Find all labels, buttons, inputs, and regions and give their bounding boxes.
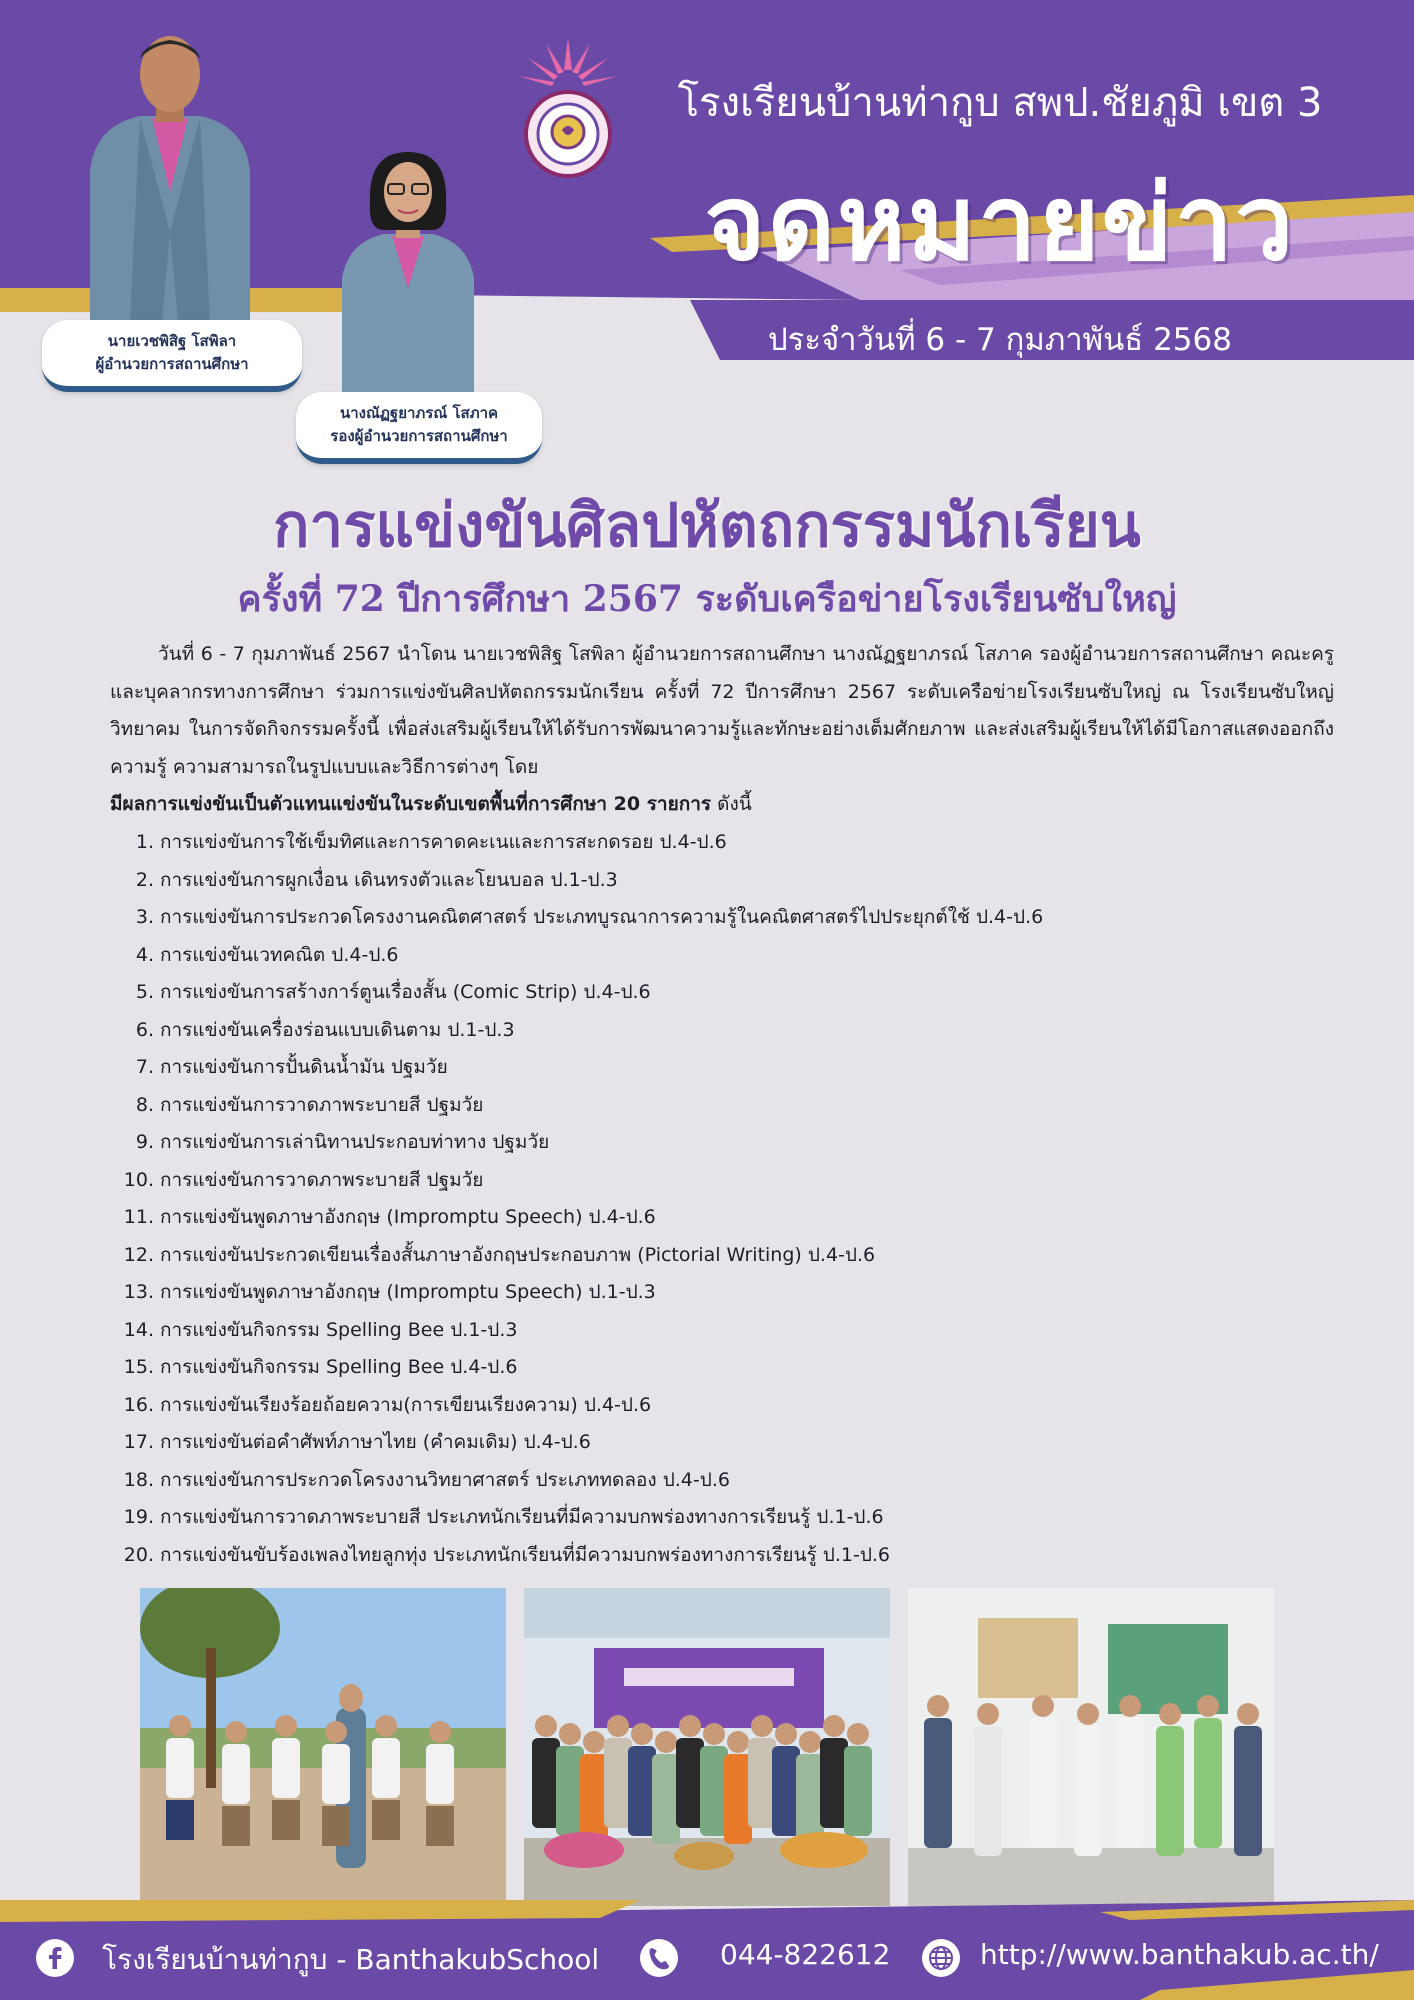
result-text: การแข่งขันต่อคำศัพท์ภาษาไทย (คำคมเดิม) ป.4-ป.6	[160, 1431, 591, 1453]
result-item	[110, 1349, 1334, 1387]
phone-number[interactable]: 044-822612	[720, 1938, 891, 1971]
article-subheadline: ครั้งที่ 72 ปีการศึกษา 2567 ระดับเครือข่ายโรงเรียนซับใหญ่	[237, 578, 1177, 620]
result-number: 3.	[135, 906, 154, 928]
result-text: การแข่งขันการสร้างการ์ตูนเรื่องสั้น (Comic Strip) ป.4-ป.6	[160, 981, 651, 1003]
results-highlight: มีผลการแข่งขันเป็นตัวแทนแข่งขันในระดับเขตพื้นที่การศึกษา 20 รายการ	[110, 793, 712, 815]
deputy-name: นางณัฏฐยาภรณ์ โสภาค	[339, 404, 499, 422]
result-text: การแข่งขันการวาดภาพระบายสี ปฐมวัย	[160, 1093, 484, 1116]
newsletter-title: จดหมายข่าว	[704, 161, 1296, 284]
result-number: 10.	[123, 1168, 154, 1191]
phone-icon[interactable]	[640, 1939, 678, 1977]
result-number: 20.	[123, 1543, 154, 1566]
result-number: 19.	[123, 1506, 154, 1528]
result-item	[110, 1499, 1334, 1537]
result-text: การแข่งขันประกวดเขียนเรื่องสั้นภาษาอังกฤษประกอบภาพ (Pictorial Writing) ป.4-ป.6	[160, 1243, 876, 1266]
result-item	[110, 937, 1334, 975]
result-text: การแข่งขันการประกวดโครงงานคณิตศาสตร์ ประเภทบูรณาการความรู้ในคณิตศาสตร์ไปประยุกต์ใช้ ป.4-ป.6	[160, 906, 1044, 928]
school-name: โรงเรียนบ้านท่ากูบ สพป.ชัยภูมิ เขต 3	[677, 80, 1323, 126]
result-item	[110, 1124, 1334, 1162]
result-number: 15.	[123, 1356, 154, 1378]
result-item	[110, 1537, 1334, 1575]
director-name-tag	[42, 320, 302, 392]
intro-text: วันที่ 6 - 7 กุมภาพันธ์ 2567 นำโดน นายเวชพิสิฐ โสพิลา ผู้อำนวยการสถานศึกษา นางณัฏฐยาภรณ์ โสภาค รองผู้อำนวยการสถานศึกษา คณะครูและบุคลากรทางการศึกษา ร่วมการแข่งขันศิลปหัตถกรรมนักเรียน ครั้งที่ 72 ปีการศึกษา 2567 ระดับเครือข่ายโรงเรียนซับใหญ่ ณ โรงเรียนซับใหญ่วิทยาคม ในการจัดกิจกรรมครั้งนี้ เพื่อส่งเสริมผู้เรียนให้ได้รับการพัฒนาความรู้และทักษะอย่างเต็มศักยภาพ และส่งเสริมผู้เรียนให้ได้มีโอกาสแสดงออกถึงความรู้ ความสามารถในรูปแบบและวิธีการต่างๆ โดย	[110, 643, 1334, 778]
result-text: การแข่งขันการเล่านิทานประกอบท่าทาง ปฐมวัย	[160, 1131, 550, 1153]
photo-scouts	[140, 1588, 506, 1906]
issue-date: ประจำวันที่ 6 - 7 กุมภาพันธ์ 2568	[768, 322, 1232, 358]
website-link[interactable]: http://www.banthakub.ac.th/	[980, 1938, 1379, 1971]
deputy-role: รองผู้อำนวยการสถานศึกษา	[330, 427, 508, 445]
result-number: 1.	[135, 831, 154, 853]
result-item	[110, 1237, 1334, 1275]
result-text: การแข่งขันเครื่องร่อนแบบเดินตาม ป.1-ป.3	[160, 1018, 515, 1041]
school-logo	[506, 30, 630, 180]
result-item	[110, 1312, 1334, 1350]
result-item	[110, 899, 1334, 937]
result-text: การแข่งขันพูดภาษาอังกฤษ (Impromptu Speech) ป.4-ป.6	[160, 1206, 656, 1228]
result-number: 9.	[135, 1131, 154, 1153]
result-text: การแข่งขันการใช้เข็มทิศและการคาดคะเนและการสะกดรอย ป.4-ป.6	[160, 831, 727, 853]
deputy-name-tag	[296, 392, 542, 464]
result-item	[110, 824, 1334, 862]
facebook-link[interactable]: โรงเรียนบ้านท่ากูบ - BanthakubSchool	[102, 1943, 600, 1976]
result-text: การแข่งขันการผูกเงื่อน เดินทรงตัวและโยนบอล ป.1-ป.3	[160, 868, 618, 891]
newsletter-header	[0, 0, 1414, 460]
results-list	[110, 824, 1334, 1574]
result-item	[110, 1199, 1334, 1237]
result-text: การแข่งขันขับร้องเพลงไทยลูกทุ่ง ประเภทนักเรียนที่มีความบกพร่องทางการเรียนรู้ ป.1-ป.6	[160, 1543, 891, 1566]
result-text: การแข่งขันกิจกรรม Spelling Bee ป.4-ป.6	[160, 1356, 518, 1378]
globe-icon[interactable]	[922, 1939, 960, 1977]
result-number: 18.	[123, 1468, 154, 1491]
result-item	[110, 1462, 1334, 1500]
result-text: การแข่งขันการวาดภาพระบายสี ประเภทนักเรียนที่มีความบกพร่องทางการเรียนรู้ ป.1-ป.6	[160, 1506, 884, 1528]
director-role: ผู้อำนวยการสถานศึกษา	[95, 355, 249, 373]
director-portrait	[70, 22, 270, 322]
photo-group-stage	[524, 1588, 890, 1906]
photo-classroom	[908, 1588, 1274, 1906]
result-text: การแข่งขันกิจกรรม Spelling Bee ป.1-ป.3	[160, 1318, 518, 1341]
result-number: 14.	[123, 1318, 154, 1341]
result-item	[110, 1387, 1334, 1425]
result-number: 16.	[123, 1393, 154, 1416]
result-number: 12.	[123, 1243, 154, 1266]
result-text: การแข่งขันพูดภาษาอังกฤษ (Impromptu Speech) ป.1-ป.3	[160, 1281, 656, 1303]
director-name: นายเวชพิสิฐ โสพิลา	[107, 332, 237, 350]
article-headline: การแข่งขันศิลปหัตถกรรมนักเรียน	[273, 491, 1141, 561]
result-number: 8.	[135, 1093, 154, 1116]
result-number: 13.	[123, 1281, 154, 1303]
result-text: การแข่งขันเวทคณิต ป.4-ป.6	[160, 943, 399, 966]
result-number: 2.	[135, 868, 154, 891]
result-number: 17.	[123, 1431, 154, 1453]
deputy-director-portrait	[328, 138, 488, 398]
result-number: 6.	[135, 1018, 154, 1041]
result-text: การแข่งขันการปั้นดินน้ำมัน ปฐมวัย	[160, 1056, 448, 1078]
result-item	[110, 1049, 1334, 1087]
result-item	[110, 1424, 1334, 1462]
result-text: การแข่งขันเรียงร้อยถ้อยความ(การเขียนเรียงความ) ป.4-ป.6	[160, 1393, 652, 1416]
highlight-tail: ดังนี้	[711, 793, 752, 815]
result-item	[110, 1087, 1334, 1125]
result-item	[110, 974, 1334, 1012]
result-number: 5.	[135, 981, 154, 1003]
result-item	[110, 862, 1334, 900]
facebook-icon[interactable]	[36, 1939, 74, 1977]
result-item	[110, 1012, 1334, 1050]
result-number: 7.	[135, 1056, 154, 1078]
result-text: การแข่งขันการประกวดโครงงานวิทยาศาสตร์ ประเภททดลอง ป.4-ป.6	[160, 1468, 730, 1491]
result-number: 4.	[135, 943, 154, 966]
result-item	[110, 1274, 1334, 1312]
result-text: การแข่งขันการวาดภาพระบายสี ปฐมวัย	[160, 1168, 484, 1191]
result-item	[110, 1162, 1334, 1200]
result-number: 11.	[123, 1206, 154, 1228]
article-intro	[110, 636, 1334, 824]
